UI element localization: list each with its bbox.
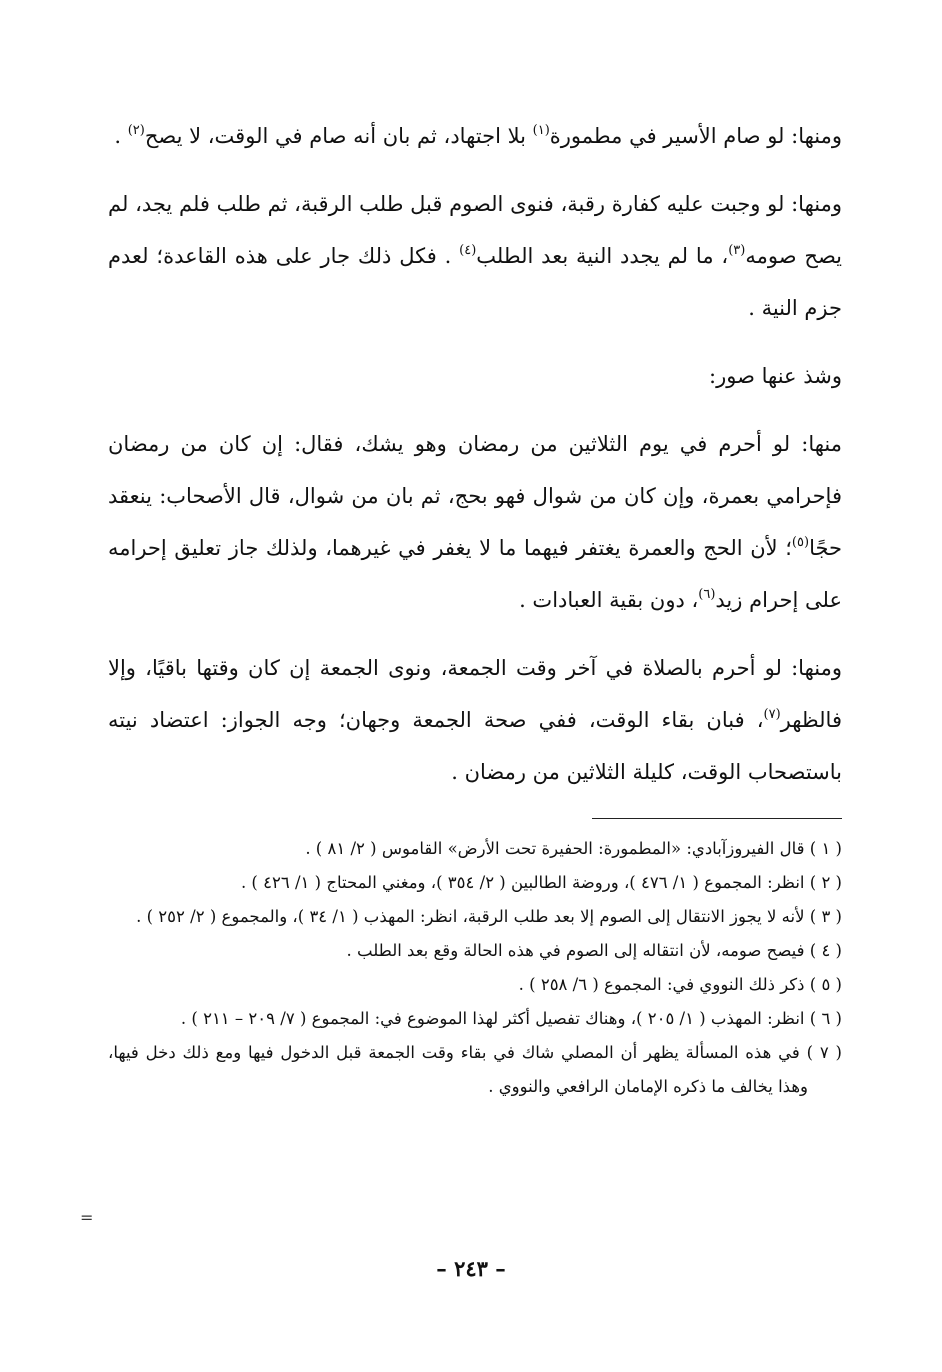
footnote: ( ٦ ) انظر: المهذب ( ١/ ٢٠٥ )، وهناك تفصيل أكثر لهذا الموضوع في: المجموع ( ٧/ ٢٠٩ – ٢١١ ) .: [180, 1009, 842, 1028]
paragraph: وشذ عنها صور:: [709, 364, 842, 388]
margin-mark: =: [80, 1208, 94, 1227]
footnote-ref: (٧): [763, 707, 781, 722]
paragraph: ومنها: لو أحرم بالصلاة في آخر وقت الجمعة، ونوى الجمعة إن كان وقتها باقيًا، وإلا فالظهر$^{(٧)}$، فبان بقاء الوقت، ففي صحة الجمعة وجهان؛ وجه الجواز: اعتضاد نيته باستصحاب الوقت، كليلة الثلاثين من رمضان .: [108, 656, 842, 784]
footnote: ( ٥ ) ذكر ذلك النووي في: المجموع ( ٦/ ٢٥٨ ) .: [518, 975, 842, 994]
footnote-ref: (٣): [728, 243, 746, 258]
footnote-ref: (١): [532, 123, 550, 138]
paragraph: منها: لو أحرم في يوم الثلاثين من رمضان وهو يشك، فقال: إن كان من رمضان فإحرامي بعمرة، وإن كان من شوال فهو بحج، ثم بان من شوال، قال الأصحاب: ينعقد حجًا$^{(٥)}$؛ لأن الحج والعمرة يغتفر فيهما ما لا يغفر في غيرهما، ولذلك جاز تعليق إحرامه على إحرام زيد$^{(٦)}$، دون بقية العبادات .: [108, 432, 842, 612]
footnote: ( ٢ ) انظر: المجموع ( ١/ ٤٧٦ )، وروضة الطالبين ( ٢/ ٣٥٤ )، ومغني المحتاج ( ١/ ٤٢٦ ) .: [240, 873, 842, 892]
footnote-ref: (٥): [791, 535, 810, 550]
paragraph: ومنها: لو صام الأسير في مطمورة$^{(١)}$ بلا اجتهاد، ثم بان أنه صام في الوقت، لا يصح$^{(٢)}$ .: [114, 123, 842, 148]
paragraph: ومنها: لو وجبت عليه كفارة رقبة، فنوى الصوم قبل طلب الرقبة، ثم طلب فلم يجد، لم يصح صومه$^{(٣)}$، ما لم يجدد النية بعد الطلب$^{(٤)}$ . فكل ذلك جار على هذه القاعدة؛ لعدم جزم النية .: [108, 192, 842, 320]
footnote-ref: (٢): [127, 123, 145, 138]
footnote-separator: [592, 818, 842, 819]
footnote: ( ١ ) قال الفيروزآبادي: «المطمورة: الحفيرة تحت الأرض» القاموس ( ٢/ ٨١ ) .: [305, 839, 842, 858]
footnote: ( ٣ ) لأنه لا يجوز الانتقال إلى الصوم إلا بعد طلب الرقبة، انظر: المهذب ( ١/ ٣٤ )، والمجموع ( ٢/ ٢٥٢ ) .: [136, 907, 842, 926]
page-number: – ٢٤٣ –: [436, 1256, 506, 1281]
footnote-ref: (٤): [459, 243, 477, 258]
footnote-ref: (٦): [698, 587, 716, 602]
main-text: [108, 110, 842, 808]
footnote: ( ٧ ) في هذه المسألة يظهر أن المصلي شاك في بقاء وقت الجمعة قبل الدخول فيها ومع ذلك دخل فيها، وهذا يخالف ما ذكره الإمامان الرافعي والنووي .: [108, 1043, 842, 1096]
footnotes: [108, 832, 842, 1104]
footnote: ( ٤ ) فيصح صومه، لأن انتقاله إلى الصوم في هذه الحالة وقع بعد الطلب .: [346, 941, 842, 960]
